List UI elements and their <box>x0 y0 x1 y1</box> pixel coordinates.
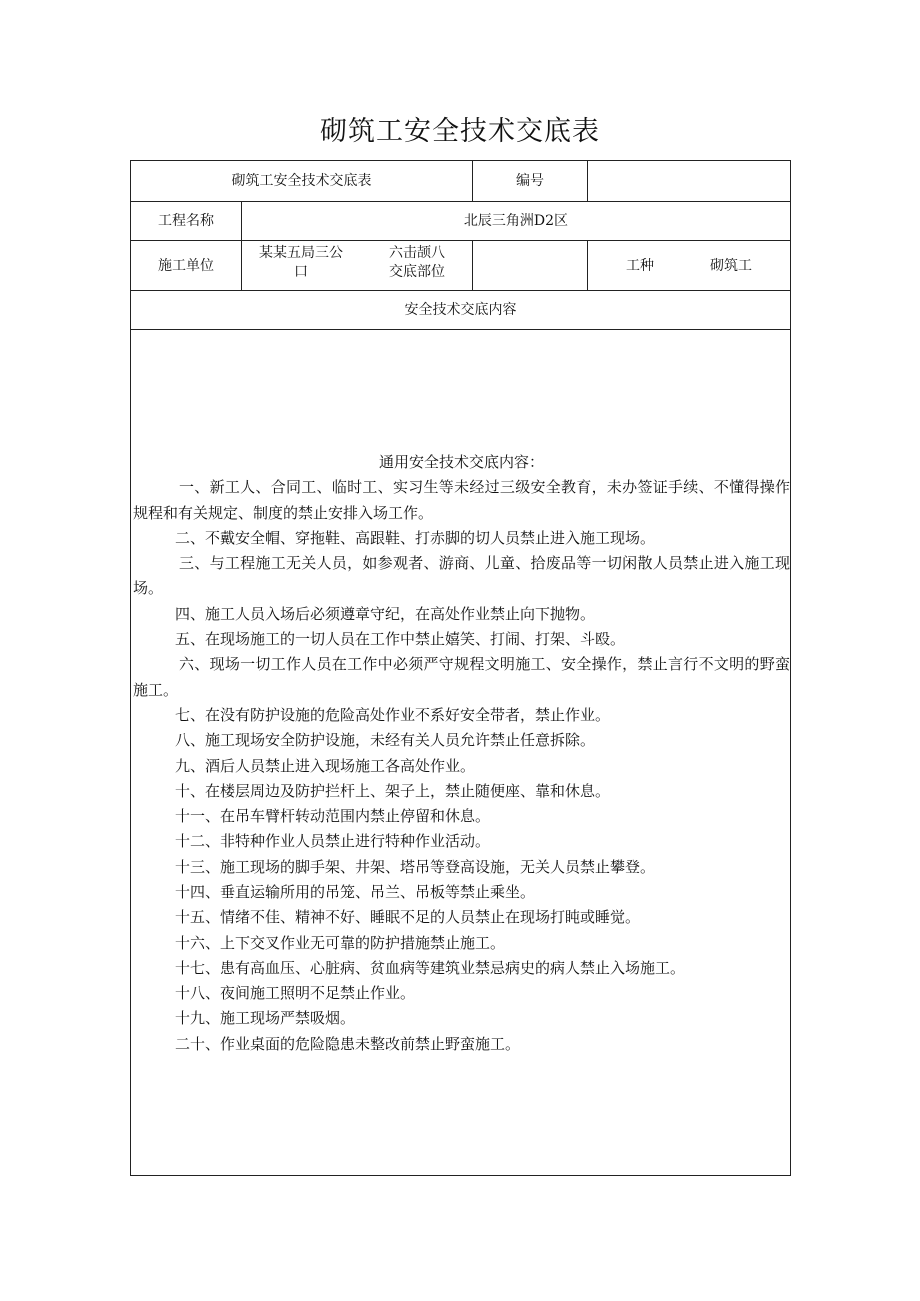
content-item: 十四、垂直运输所用的吊笼、吊兰、吊板等禁止乘坐。 <box>175 882 536 901</box>
trade-cell <box>588 241 791 291</box>
project-name-value: 北辰三角洲D2区 <box>242 202 791 241</box>
project-name-label: 工程名称 <box>131 202 242 241</box>
content-item: 二、不戴安全帽、穿拖鞋、高跟鞋、打赤脚的切人员禁止进入施工现场。 <box>175 528 656 547</box>
content-item: 四、施工人员入场后必须遵章守纪，在高处作业禁止向下抛物。 <box>175 604 596 623</box>
disclosure-form-table <box>130 160 791 1176</box>
number-label: 编号 <box>473 161 588 202</box>
form-row-section <box>131 291 791 330</box>
content-cell <box>131 330 791 1176</box>
content-item: 三、与工程施工无关人员，如参观者、游商、儿童、拾废品等一切闲散人员禁止进入施工现场。 <box>133 554 790 598</box>
content-item: 一、新工人、合同工、临时工、实习生等未经过三级安全教育，未办签证手续、不懂得操作规程和有关规定、制度的禁止安排入场工作。 <box>133 478 790 522</box>
construction-unit-value <box>256 244 346 282</box>
form-row-content <box>131 330 791 1176</box>
construction-unit-cell <box>242 241 473 291</box>
document-title: 砌筑工安全技术交底表 <box>320 116 600 147</box>
content-item: 二十、作业桌面的危险隐患未整改前禁止野蛮施工。 <box>175 1034 521 1053</box>
disclosure-part-value <box>473 241 588 291</box>
content-body <box>131 448 790 1057</box>
content-item: 十九、施工现场严禁吸烟。 <box>175 1009 356 1028</box>
number-value <box>588 161 791 202</box>
form-row-unit <box>131 241 791 291</box>
content-item: 十六、上下交叉作业无可靠的防护措施禁止施工。 <box>175 933 506 952</box>
content-item: 十五、情绪不佳、精神不好、睡眠不足的人员禁止在现场打盹或睡觉。 <box>175 908 641 927</box>
construction-unit-value-line1: 某某五局三公 <box>259 245 343 261</box>
disclosure-part-label-line1: 六击颉八 <box>389 245 445 261</box>
content-item: 七、在没有防护设施的危险高处作业不系好安全带者，禁止作业。 <box>175 705 611 724</box>
content-heading: 通用安全技术交底内容： <box>378 452 544 471</box>
content-item: 十七、患有高血压、心脏病、贫血病等建筑业禁忌病史的病人禁止入场施工。 <box>175 958 686 977</box>
content-item: 九、酒后人员禁止进入现场施工各高处作业。 <box>175 756 476 775</box>
disclosure-part-label-line2: 交底部位 <box>389 264 445 280</box>
construction-unit-label: 施工单位 <box>131 241 242 291</box>
trade-label: 工种 <box>626 257 654 274</box>
content-item: 十三、施工现场的脚手架、井架、塔吊等登高设施，无关人员禁止攀登。 <box>175 857 656 876</box>
disclosure-part-label <box>382 244 452 282</box>
form-row-header <box>131 161 791 202</box>
form-row-project <box>131 202 791 241</box>
content-item: 十二、非特种作业人员禁止进行特种作业活动。 <box>175 832 491 851</box>
construction-unit-value-line2: 口 <box>294 264 308 280</box>
content-item: 五、在现场施工的一切人员在工作中禁止嬉笑、打闹、打架、斗殴。 <box>175 630 626 649</box>
content-item: 六、现场一切工作人员在工作中必须严守规程文明施工、安全操作，禁止言行不文明的野蛮施工。 <box>133 655 790 699</box>
form-name-cell: 砌筑工安全技术交底表 <box>131 161 473 202</box>
content-item: 十、在楼层周边及防护拦杆上、架子上，禁止随便座、靠和休息。 <box>175 781 611 800</box>
section-title: 安全技术交底内容 <box>131 291 791 330</box>
content-item: 十八、夜间施工照明不足禁止作业。 <box>175 984 416 1003</box>
content-item: 十一、在吊车臂杆转动范围内禁止停留和休息。 <box>175 807 491 826</box>
content-item: 八、施工现场安全防护设施，未经有关人员允许禁止任意拆除。 <box>175 731 596 750</box>
trade-value: 砌筑工 <box>710 257 752 274</box>
